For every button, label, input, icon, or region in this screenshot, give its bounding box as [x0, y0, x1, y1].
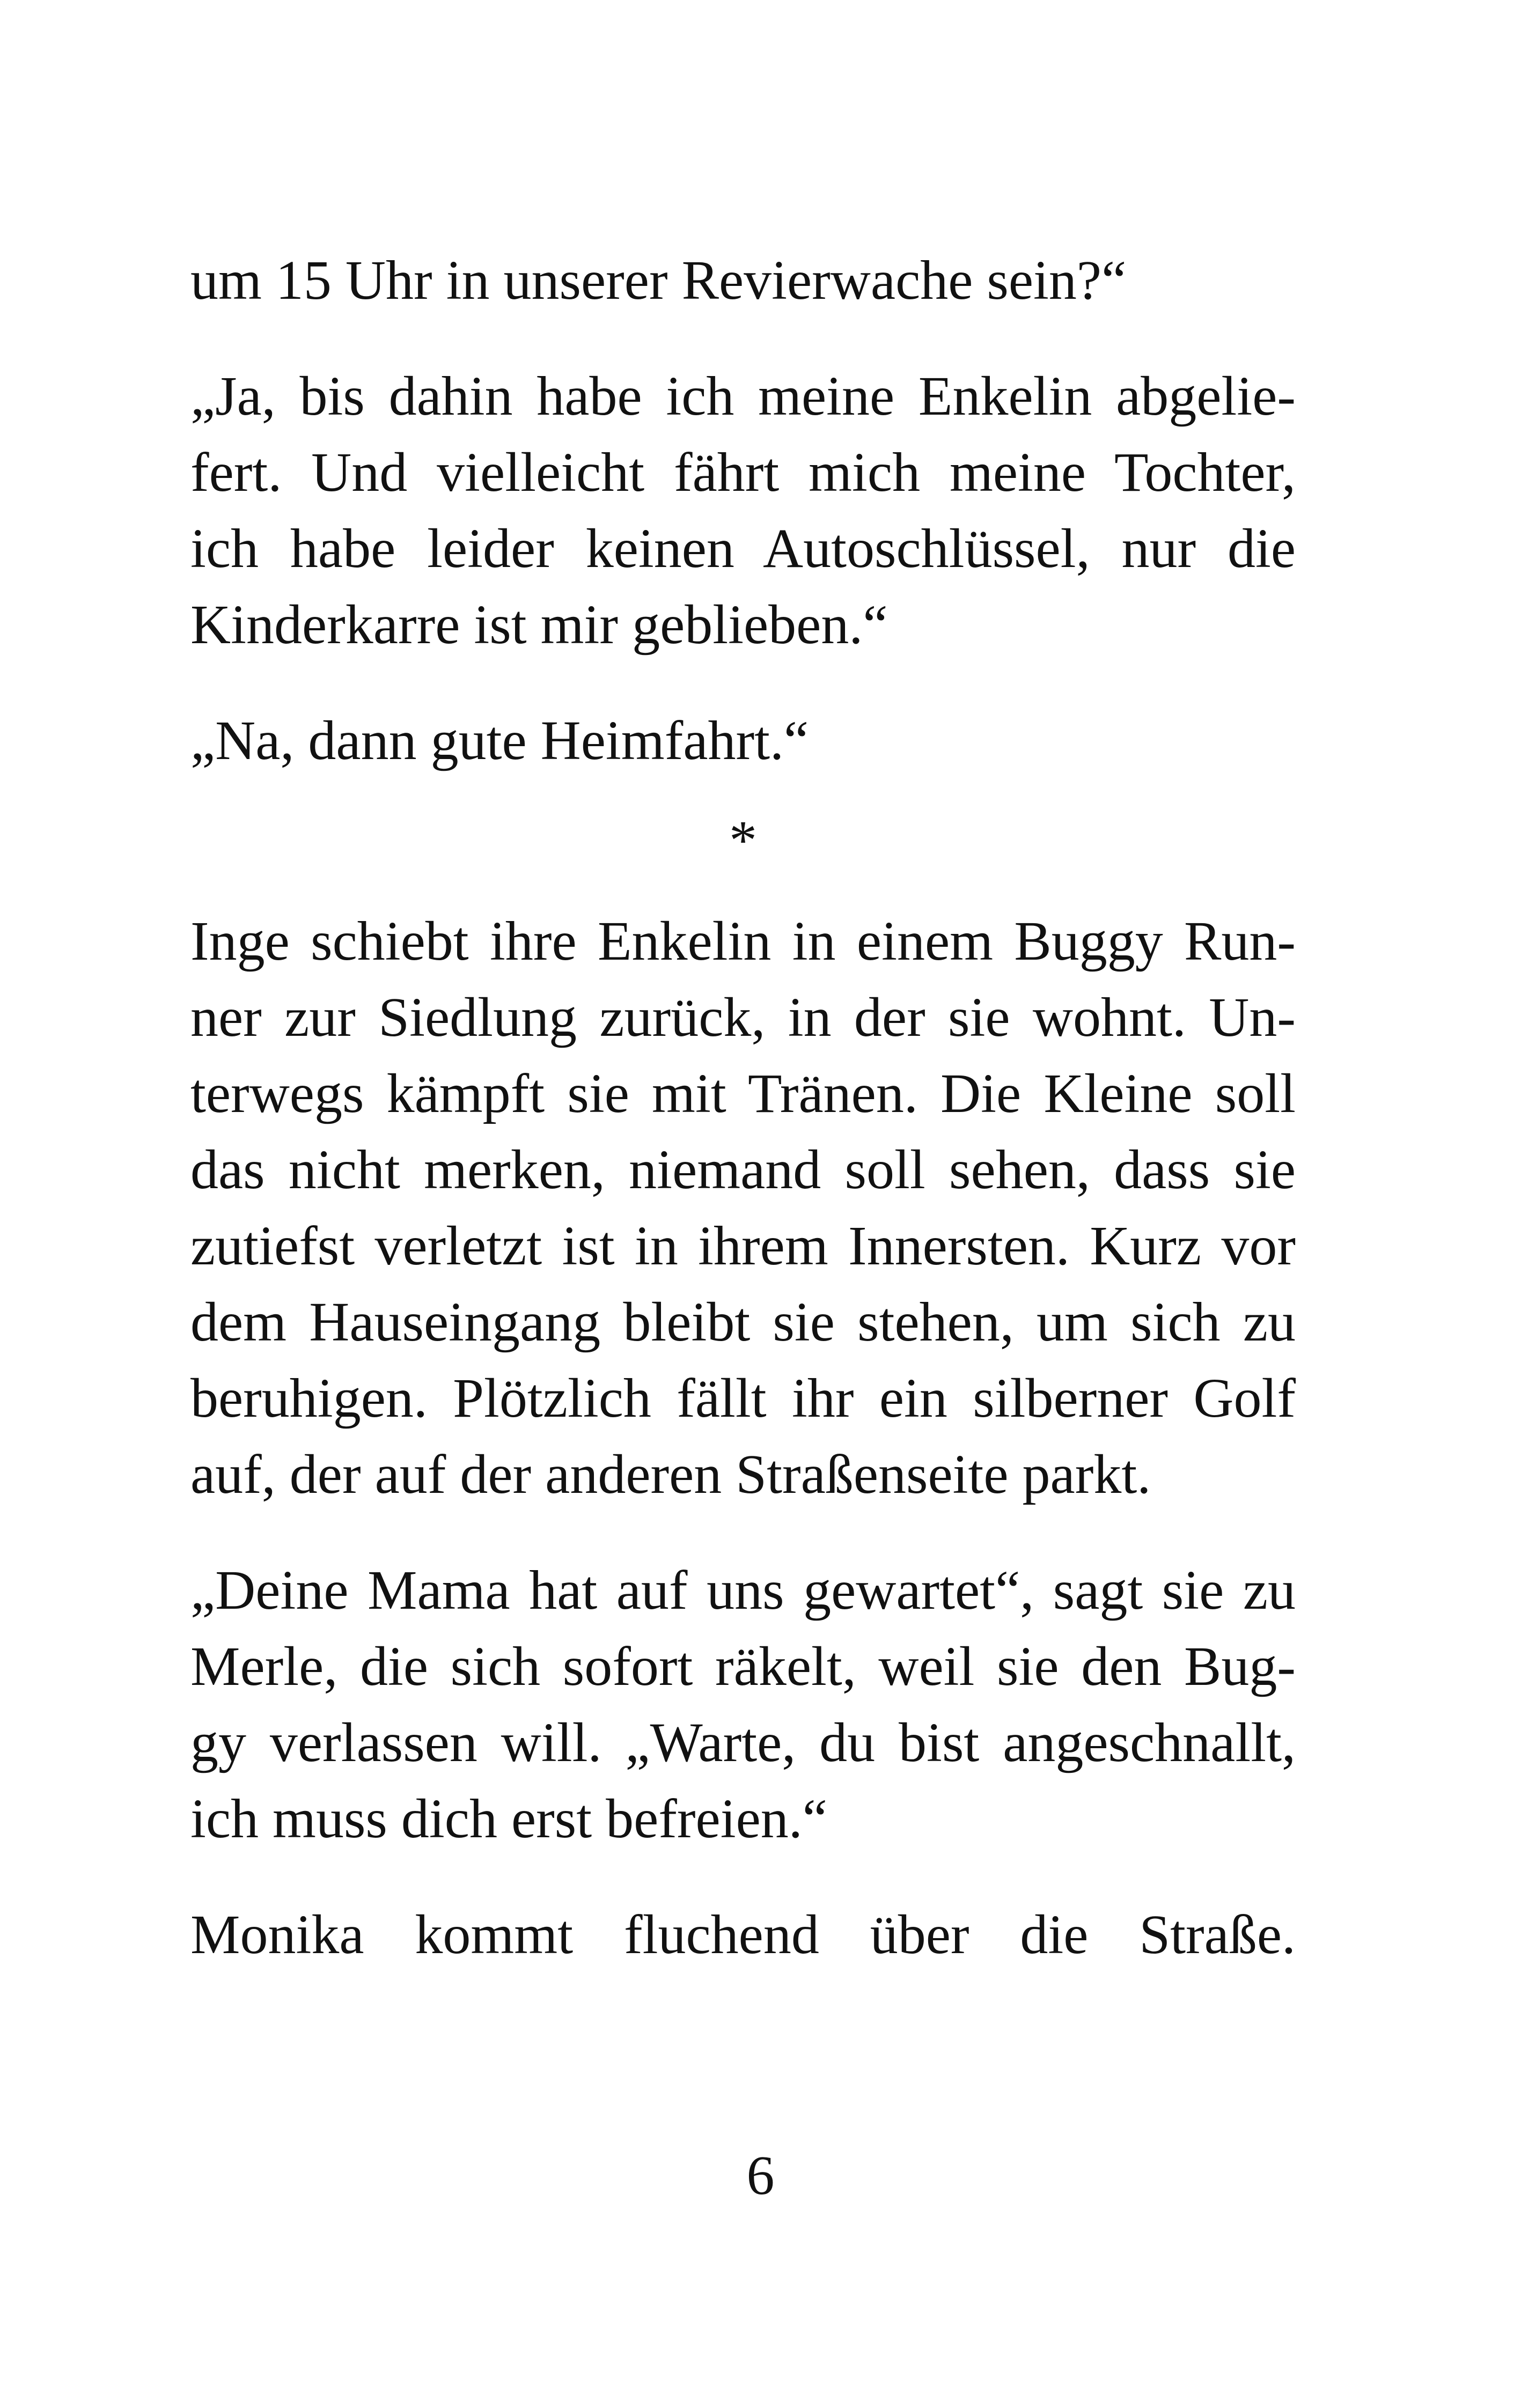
paragraph-5 [190, 1552, 1296, 1857]
text-line: Merle, die sich sofort räkelt, weil sie den Bug- [190, 1636, 1296, 1697]
paragraph-1 [190, 242, 1296, 319]
text-line: fert. Und vielleicht fährt mich meine Tochter, [190, 441, 1296, 503]
text-line: auf, der auf der anderen Straßenseite parkt. [190, 1444, 1151, 1505]
text-line: „Ja, bis dahin habe ich meine Enkelin abgelie- [190, 365, 1296, 427]
scene-separator: * [729, 809, 757, 871]
text-line: ich habe leider keinen Autoschlüssel, nur die [190, 518, 1296, 579]
body-text [190, 242, 1296, 2013]
paragraph-3 [190, 703, 1296, 779]
text-line: „Deine Mama hat auf uns gewartet“, sagt sie zu [190, 1559, 1296, 1621]
text-line: Inge schiebt ihre Enkelin in einem Buggy Run- [190, 910, 1296, 972]
page-number: 6 [746, 2145, 775, 2206]
paragraph-4 [190, 903, 1296, 1513]
text-line: gy verlassen will. „Warte, du bist angeschnallt, [190, 1712, 1296, 1773]
text-line: um 15 Uhr in unserer Revierwache sein?“ [190, 249, 1127, 311]
text-line: ich muss dich erst befreien.“ [190, 1788, 827, 1850]
text-line: terwegs kämpft sie mit Tränen. Die Kleine soll [190, 1063, 1296, 1124]
text-line: beruhigen. Plötzlich fällt ihr ein silberner Golf [190, 1367, 1296, 1429]
text-line: dem Hauseingang bleibt sie stehen, um sich zu [190, 1291, 1296, 1353]
text-line: „Na, dann gute Heimfahrt.“ [190, 710, 809, 771]
text-line: das nicht merken, niemand soll sehen, dass sie [190, 1139, 1296, 1201]
paragraph-6 [190, 1897, 1296, 1973]
paragraph-2 [190, 358, 1296, 663]
text-line: ner zur Siedlung zurück, in der sie wohnt. Un- [190, 986, 1296, 1048]
text-line: zutiefst verletzt ist in ihrem Innersten. Kurz vor [190, 1215, 1296, 1277]
text-line: Kinderkarre ist mir geblieben.“ [190, 594, 888, 656]
text-line: Monika kommt fluchend über die Straße. [190, 1904, 1296, 1965]
